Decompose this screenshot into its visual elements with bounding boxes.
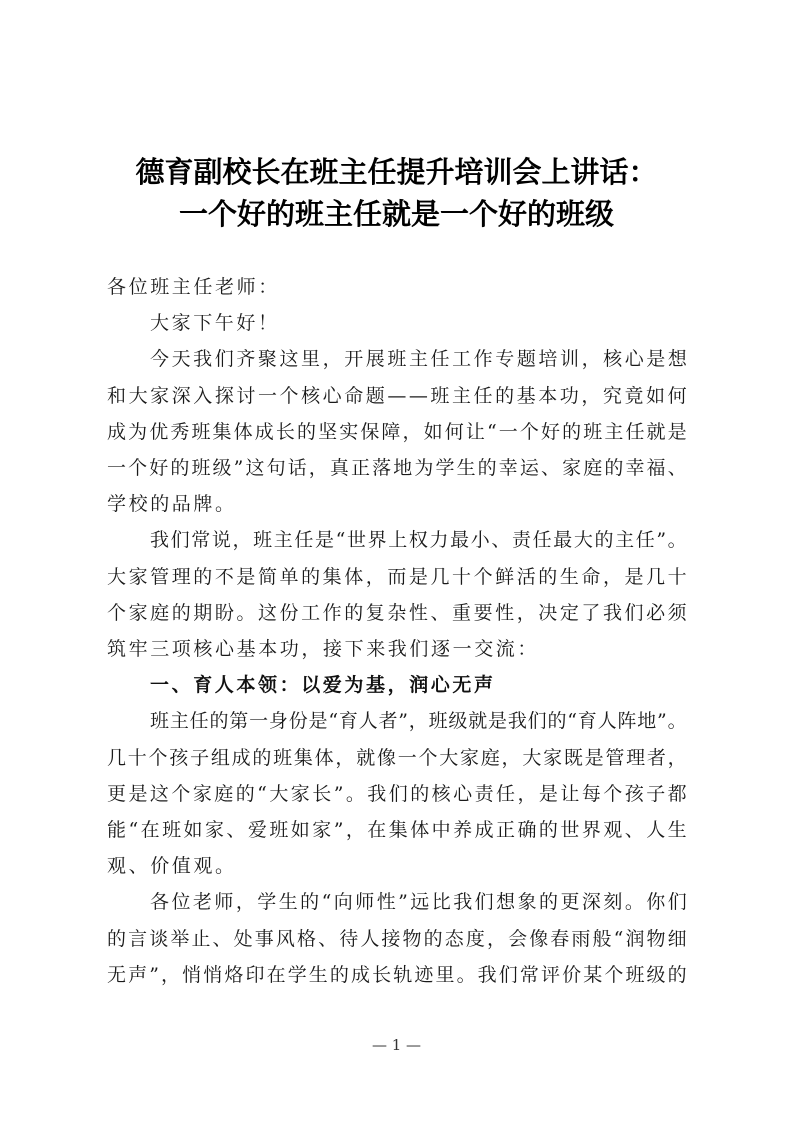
paragraph-line: 班 主 任 的 第 一 身 份 是 “ 育 人 者 ” ， 班 级 就 是 我 们 的 “ 育 人 阵 地 ” 。 — [150, 710, 687, 733]
paragraph-line: 能 “ 在 班 如 家 、 爱 班 如 家 ” ， 在 集 体 中 养 成 正 确 的 世 界 观 、 人 生 — [107, 819, 687, 841]
document-title-line-2: 一个好的班主任就是一个好的班级 — [178, 197, 614, 231]
paragraph-line: 成 为 优 秀 班 集 体 成 长 的 坚 实 保 障 ， 如 何 让 “ 一 个 好 的 班 主 任 就 是 — [107, 420, 687, 443]
section-heading: 一、育人本领：以爱为基，润心无声 — [150, 674, 496, 697]
paragraph-line: 个 家 庭 的 期 盼 。 这 份 工 作 的 复 杂 性 、 重 要 性 ， 决 定 了 我 们 必 须 — [107, 601, 687, 624]
paragraph-line: 各位班主任老师： — [107, 276, 280, 298]
page-number: — 1 — — [371, 1036, 422, 1054]
paragraph-line: 大 家 管 理 的 不 是 简 单 的 集 体 ， 而 是 几 十 个 鲜 活 的 生 命 ， 是 几 十 — [107, 565, 687, 588]
paragraph-line: 一 个 好 的 班 级 ” 这 句 话 ， 真 正 落 地 为 学 生 的 幸 运 、 家 庭 的 幸 福 、 — [107, 457, 687, 479]
document-title-line-1: 德育副校长在班主任提升培训会上讲话： — [135, 155, 658, 189]
paragraph-line: 今 天 我 们 齐 聚 这 里 ， 开 展 班 主 任 工 作 专 题 培 训 ， 核 心 是 想 — [150, 348, 687, 371]
paragraph-line: 观、价值观。 — [107, 855, 237, 878]
paragraph-line: 学校的品牌。 — [107, 493, 237, 516]
paragraph-line: 几 十 个 孩 子 组 成 的 班 集 体 ， 就 像 一 个 大 家 庭 ， 大 家 既 是 管 理 者 ， — [107, 746, 687, 769]
paragraph-line: 我 们 常 说 ， 班 主 任 是 “ 世 界 上 权 力 最 小 、 责 任 最 大 的 主 任 ” 。 — [150, 529, 687, 552]
paragraph-line: 和 大 家 深 入 探 讨 一 个 核 心 命 题 — — 班 主 任 的 基 本 功 ， 究 竟 如 何 — [107, 384, 687, 407]
paragraph-line: 筑牢三项核心基本功，接下来我们逐一交流： — [107, 638, 540, 660]
paragraph-line: 大家下午好！ — [150, 312, 280, 335]
paragraph-line: 的 言 谈 举 止 、 处 事 风 格 、 待 人 接 物 的 态 度 ， 会 像 春 雨 般 “ 润 物 细 — [107, 927, 687, 950]
paragraph-line: 更 是 这 个 家 庭 的 “ 大 家 长 ” 。 我 们 的 核 心 责 任 ， 是 让 每 个 孩 子 都 — [107, 782, 687, 805]
paragraph-line: 各 位 老 师 ， 学 生 的 “ 向 师 性 ” 远 比 我 们 想 象 的 更 深 刻 。 你 们 — [150, 891, 687, 914]
paragraph-line: 无 声 ” ， 悄 悄 烙 印 在 学 生 的 成 长 轨 迹 里 。 我 们 常 评 价 某 个 班 级 的 — [107, 963, 687, 986]
